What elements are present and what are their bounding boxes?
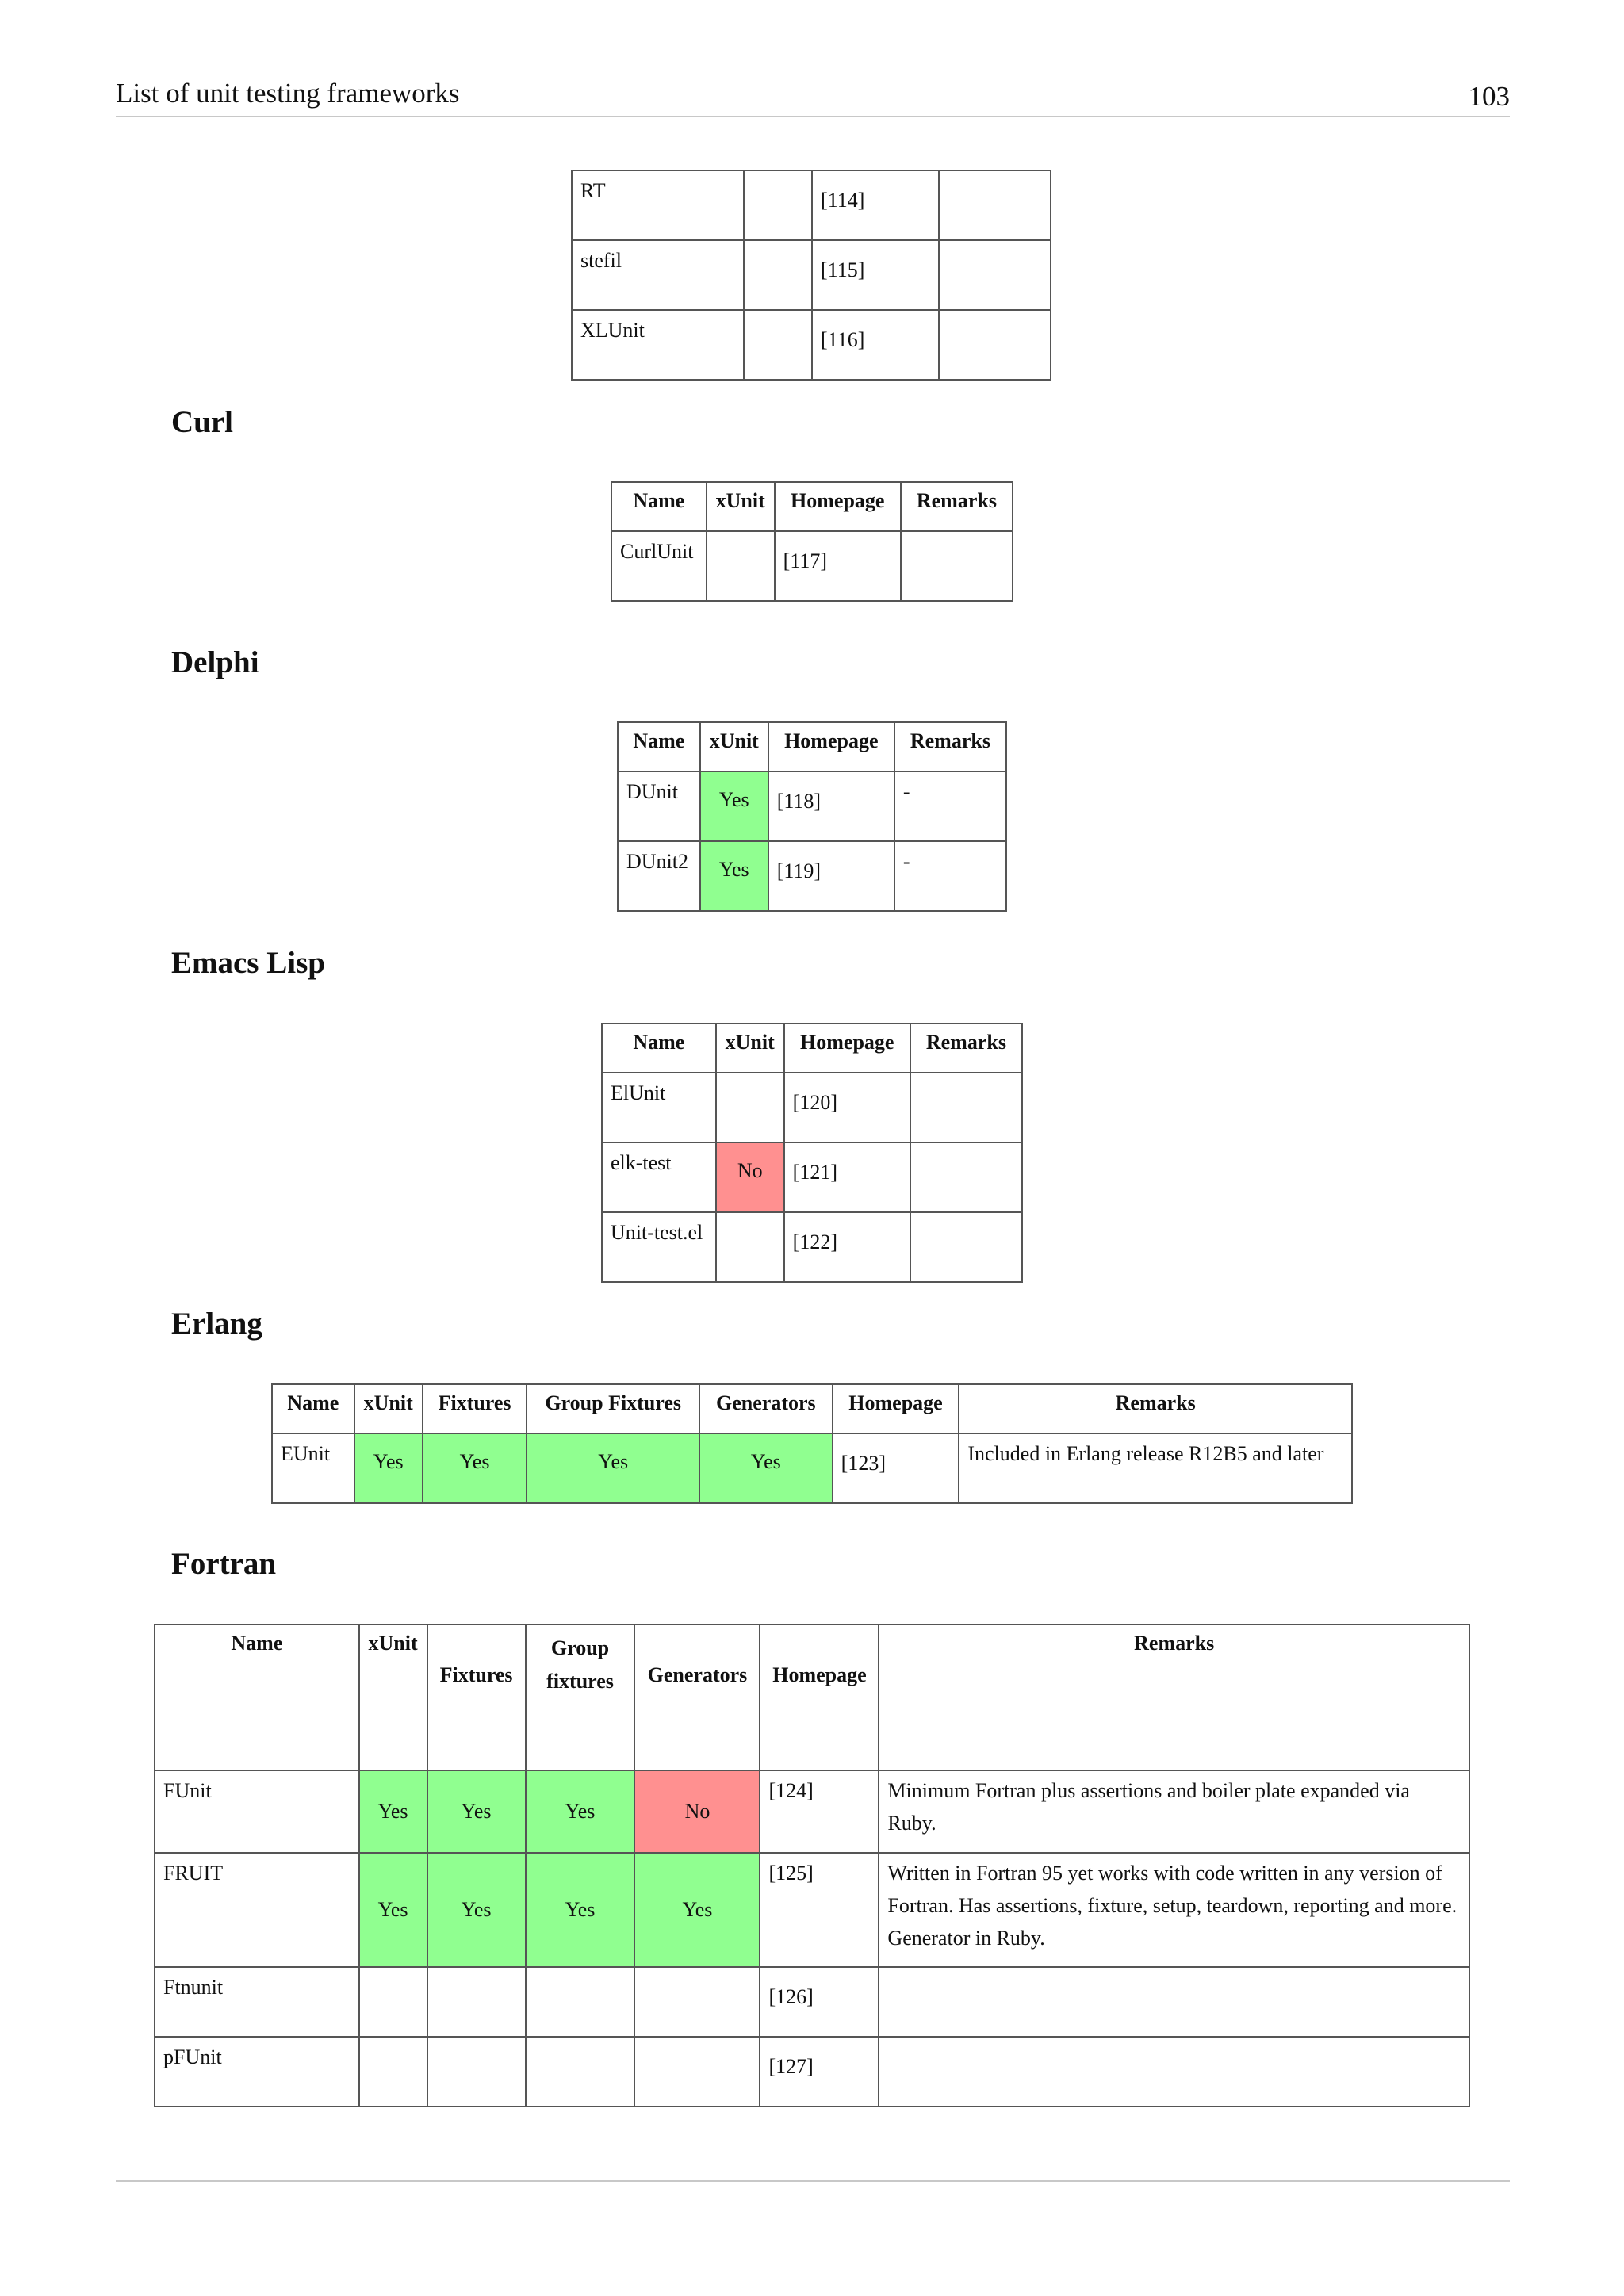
- column-header-group-fixtures: [526, 1624, 635, 1770]
- column-header-name: Name: [602, 1024, 716, 1073]
- homepage-ref-link[interactable]: [122]: [784, 1212, 910, 1282]
- fixtures-yes-cell: Yes: [427, 1770, 526, 1853]
- table-row: [602, 1073, 1022, 1142]
- table-row: [155, 1853, 1469, 1967]
- curl-frameworks-table: [611, 481, 1013, 602]
- group-fixtures-line-1: Group: [550, 1636, 610, 1659]
- xunit-yes-cell: Yes: [700, 841, 768, 911]
- page-number: 103: [1468, 81, 1510, 112]
- framework-name: pFUnit: [155, 2037, 359, 2107]
- framework-name: FRUIT: [155, 1853, 359, 1967]
- column-header-homepage: Homepage: [833, 1384, 959, 1433]
- framework-name: XLUnit: [572, 310, 744, 380]
- table-row: [155, 1967, 1469, 2037]
- column-header-fixtures: Fixtures: [427, 1624, 526, 1770]
- homepage-ref-link[interactable]: [127]: [760, 2037, 879, 2107]
- section-heading-erlang: Erlang: [171, 1307, 262, 1341]
- group-fixtures-cell: [526, 2037, 635, 2107]
- xunit-cell: [744, 240, 812, 310]
- remarks-cell: [939, 240, 1051, 310]
- table-header-row: [611, 482, 1013, 531]
- xunit-cell: [744, 170, 812, 240]
- xunit-cell: [716, 1073, 784, 1142]
- column-header-xunit: xUnit: [359, 1624, 427, 1770]
- group-fixtures-yes-cell: Yes: [527, 1433, 699, 1503]
- xunit-cell: [707, 531, 775, 601]
- table-row: [572, 240, 1051, 310]
- framework-name: ElUnit: [602, 1073, 716, 1142]
- column-header-homepage: Homepage: [760, 1624, 879, 1770]
- remarks-cell: Minimum Fortran plus assertions and boiler plate expanded via Ruby.: [879, 1770, 1469, 1853]
- group-fixtures-line-2: fixtures: [546, 1670, 614, 1693]
- column-header-remarks: Remarks: [959, 1384, 1352, 1433]
- framework-name: DUnit: [618, 771, 700, 841]
- column-header-generators: Generators: [699, 1384, 833, 1433]
- table-row: [572, 310, 1051, 380]
- xunit-yes-cell: Yes: [700, 771, 768, 841]
- framework-name: Unit-test.el: [602, 1212, 716, 1282]
- group-fixtures-yes-cell: Yes: [526, 1853, 635, 1967]
- table-row: [155, 1770, 1469, 1853]
- remarks-cell: [879, 1967, 1469, 2037]
- lisp-frameworks-table-continued: [571, 170, 1051, 381]
- fixtures-cell: [427, 1967, 526, 2037]
- framework-name: DUnit2: [618, 841, 700, 911]
- framework-name: elk-test: [602, 1142, 716, 1212]
- group-fixtures-cell: [526, 1967, 635, 2037]
- homepage-ref-link[interactable]: [125]: [760, 1853, 879, 1967]
- framework-name: RT: [572, 170, 744, 240]
- framework-name: stefil: [572, 240, 744, 310]
- remarks-cell: [910, 1073, 1022, 1142]
- table-row: [618, 841, 1006, 911]
- column-header-xunit: xUnit: [700, 722, 768, 771]
- framework-name: EUnit: [272, 1433, 354, 1503]
- remarks-cell: [939, 310, 1051, 380]
- table-header-row: [602, 1024, 1022, 1073]
- group-fixtures-yes-cell: Yes: [526, 1770, 635, 1853]
- column-header-homepage: Homepage: [775, 482, 901, 531]
- section-heading-curl: Curl: [171, 405, 233, 439]
- table-row: [618, 771, 1006, 841]
- column-header-remarks: Remarks: [910, 1024, 1022, 1073]
- remarks-cell: [910, 1212, 1022, 1282]
- table-row: [602, 1212, 1022, 1282]
- xunit-cell: [716, 1212, 784, 1282]
- generators-cell: [634, 1967, 760, 2037]
- table-row: [155, 2037, 1469, 2107]
- homepage-ref-link[interactable]: [119]: [768, 841, 894, 911]
- table-row: [572, 170, 1051, 240]
- xunit-cell: [359, 2037, 427, 2107]
- generators-no-cell: No: [634, 1770, 760, 1853]
- remarks-cell: Written in Fortran 95 yet works with code written in any version of Fortran. Has assertions, fixture, setup, teardown, reporting and more. Generator in Ruby.: [879, 1853, 1469, 1967]
- remarks-cell: [939, 170, 1051, 240]
- homepage-ref-link[interactable]: [116]: [812, 310, 939, 380]
- column-header-homepage: Homepage: [768, 722, 894, 771]
- remarks-cell: -: [894, 771, 1006, 841]
- framework-name: Ftnunit: [155, 1967, 359, 2037]
- framework-name: CurlUnit: [611, 531, 707, 601]
- fortran-frameworks-table: [154, 1624, 1470, 2107]
- homepage-ref-link[interactable]: [117]: [775, 531, 901, 601]
- column-header-xunit: xUnit: [707, 482, 775, 531]
- xunit-yes-cell: Yes: [359, 1853, 427, 1967]
- delphi-frameworks-table: [617, 721, 1007, 912]
- homepage-ref-link[interactable]: [115]: [812, 240, 939, 310]
- emacs-lisp-frameworks-table: [601, 1023, 1023, 1283]
- column-header-remarks: Remarks: [901, 482, 1013, 531]
- framework-name: FUnit: [155, 1770, 359, 1853]
- remarks-cell: [901, 531, 1013, 601]
- footer-divider: [116, 2180, 1510, 2182]
- section-heading-fortran: Fortran: [171, 1547, 277, 1581]
- table-header-row: [618, 722, 1006, 771]
- fixtures-yes-cell: Yes: [427, 1853, 526, 1967]
- table-row: [272, 1433, 1352, 1503]
- column-header-xunit: xUnit: [716, 1024, 784, 1073]
- column-header-fixtures: Fixtures: [423, 1384, 527, 1433]
- table-header-row: [272, 1384, 1352, 1433]
- column-header-group-fixtures: Group Fixtures: [527, 1384, 699, 1433]
- remarks-cell: [910, 1142, 1022, 1212]
- homepage-ref-link[interactable]: [123]: [833, 1433, 959, 1503]
- homepage-ref-link[interactable]: [124]: [760, 1770, 879, 1853]
- column-header-generators: Generators: [634, 1624, 760, 1770]
- xunit-cell: [359, 1967, 427, 2037]
- section-heading-emacs-lisp: Emacs Lisp: [171, 946, 325, 980]
- document-title: List of unit testing frameworks: [116, 78, 460, 109]
- column-header-remarks: Remarks: [894, 722, 1006, 771]
- table-row: [602, 1142, 1022, 1212]
- generators-yes-cell: Yes: [699, 1433, 833, 1503]
- xunit-no-cell: No: [716, 1142, 784, 1212]
- column-header-name: Name: [618, 722, 700, 771]
- xunit-yes-cell: Yes: [359, 1770, 427, 1853]
- remarks-cell: -: [894, 841, 1006, 911]
- fixtures-cell: [427, 2037, 526, 2107]
- generators-yes-cell: Yes: [634, 1853, 760, 1967]
- column-header-xunit: xUnit: [354, 1384, 423, 1433]
- generators-cell: [634, 2037, 760, 2107]
- remarks-cell: Included in Erlang release R12B5 and later: [959, 1433, 1352, 1503]
- column-header-homepage: Homepage: [784, 1024, 910, 1073]
- column-header-name: Name: [272, 1384, 354, 1433]
- remarks-cell: [879, 2037, 1469, 2107]
- table-header-row: [155, 1624, 1469, 1770]
- homepage-ref-link[interactable]: [118]: [768, 771, 894, 841]
- section-heading-delphi: Delphi: [171, 645, 259, 679]
- running-header: [116, 78, 1510, 117]
- homepage-ref-link[interactable]: [121]: [784, 1142, 910, 1212]
- table-row: [611, 531, 1013, 601]
- column-header-name: Name: [155, 1624, 359, 1770]
- fixtures-yes-cell: Yes: [423, 1433, 527, 1503]
- erlang-frameworks-table: [271, 1383, 1353, 1504]
- column-header-remarks: Remarks: [879, 1624, 1469, 1770]
- homepage-ref-link[interactable]: [126]: [760, 1967, 879, 2037]
- homepage-ref-link[interactable]: [114]: [812, 170, 939, 240]
- xunit-cell: [744, 310, 812, 380]
- xunit-yes-cell: Yes: [354, 1433, 423, 1503]
- homepage-ref-link[interactable]: [120]: [784, 1073, 910, 1142]
- column-header-name: Name: [611, 482, 707, 531]
